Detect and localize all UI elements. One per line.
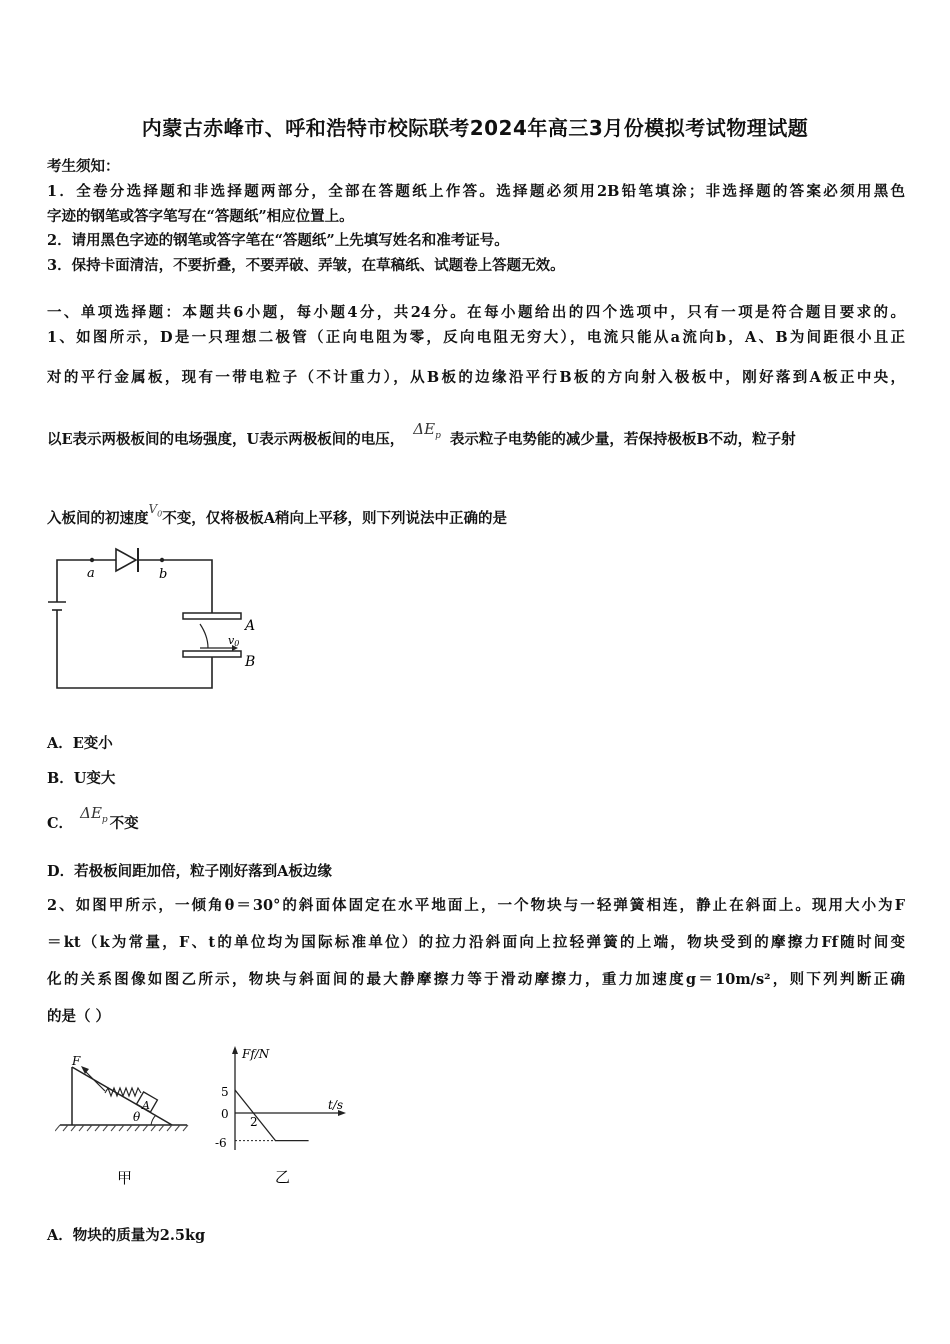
tick-2: 2 [250, 1115, 258, 1129]
q2-line-2: ＝kt（k为常量，F、t的单位均为国际标准单位）的拉力沿斜面向上拉轻弹簧的上端，物块受到的摩擦力Ff随时间变 [47, 934, 905, 951]
friction-time-graph [210, 1040, 360, 1190]
notice-item-3: 3．保持卡面清洁，不要折叠，不要弄破、弄皱，在草稿纸、试题卷上答题无效。 [47, 257, 565, 274]
section-heading: 一、单项选择题：本题共6小题，每小题4分，共24分。在每小题给出的四个选项中，只有一项是符合题目要求的。 [47, 304, 905, 321]
q1-line-3 [47, 420, 796, 451]
notice-heading: 考生须知： [47, 158, 120, 175]
delta-ep-symbol: $\Delta E_p$ [413, 420, 441, 441]
caption-jia: 甲 [117, 1169, 133, 1187]
q2-line-1: 2、如图甲所示，一倾角θ＝30°的斜面体固定在水平地面上，一个物块与一轻弹簧相连，静止在斜面上。现用大小为F [47, 897, 905, 914]
q1-option-b[interactable]: B．U变大 [47, 770, 116, 787]
label-plate-b: B [245, 654, 256, 670]
q2-line-4: 的是（ ） [47, 1008, 111, 1025]
q1-line-4 [47, 502, 507, 528]
page-title: 内蒙古赤峰市、呼和浩特市校际联考2024年高三3月份模拟考试物理试题 [141, 116, 809, 140]
notice-item-1-cont: 字迹的钢笔或答字笔写在“答题纸”相应位置上。 [47, 208, 354, 225]
q1-line-4a: 入板间的初速度 [47, 510, 149, 527]
q2-option-a[interactable]: A．物块的质量为2.5kg [47, 1227, 206, 1244]
q1-line-4b: 不变，仅将极板A稍向上平移，则下列说法中正确的是 [162, 510, 508, 527]
plate-b [183, 651, 241, 657]
tick-0: 0 [221, 1107, 229, 1121]
plate-a [183, 613, 241, 619]
notice-item-1: 1．全卷分选择题和非选择题两部分，全部在答题纸上作答。选择题必须用2B铅笔填涂；非选择题的答案必须用黑色 [47, 183, 905, 200]
label-plate-a: A [245, 618, 256, 634]
label-v0: v0 [228, 634, 240, 648]
circuit-diagram [40, 540, 270, 700]
q1-line-2: 对的平行金属板，现有一带电粒子（不计重力），从B板的边缘沿平行B板的方向射入极板中，刚好落到A板正中央， [47, 369, 905, 386]
q2-line-3: 化的关系图像如图乙所示，物块与斜面间的最大静摩擦力等于滑动摩擦力，重力加速度g＝10m/s²，则下列判断正确 [47, 971, 905, 988]
incline-diagram [55, 1045, 195, 1190]
delta-ep-symbol-c: $\Delta E_p$ [80, 804, 108, 825]
q1-line-3a: 以E表示两极板间的电场强度，U表示两极板间的电压， [47, 431, 405, 448]
v0-symbol: V0 [148, 502, 163, 519]
notice-item-2: 2．请用黑色字迹的钢笔或答字笔在“答题纸”上先填写姓名和准考证号。 [47, 232, 509, 249]
q1-option-a[interactable]: A．E变小 [47, 735, 113, 752]
tick-5: 5 [221, 1085, 229, 1099]
q1-option-c[interactable]: C． $\Delta E_p$ 不变 [47, 804, 139, 832]
label-a: a [87, 566, 95, 581]
caption-yi: 乙 [275, 1168, 291, 1186]
diode-icon [116, 549, 136, 571]
q1-option-d[interactable]: D．若极板间距加倍，粒子刚好落到A板边缘 [47, 863, 332, 880]
q1-line-3b: 表示粒子电势能的减少量，若保持极板B不动，粒子射 [449, 431, 796, 448]
y-axis-label: Ff/N [242, 1047, 270, 1061]
label-block-a: A [142, 1099, 150, 1112]
tick-neg6: -6 [215, 1136, 227, 1150]
label-force: F [72, 1054, 81, 1068]
x-axis-label: t/s [328, 1098, 344, 1112]
label-theta: θ [133, 1110, 141, 1124]
q1-line-1: 1、如图所示，D是一只理想二极管（正向电阻为零，反向电阻无穷大），电流只能从a流向b，A、B为间距很小且正 [47, 329, 905, 346]
label-b: b [159, 567, 168, 582]
ff-series-line [235, 1090, 309, 1141]
